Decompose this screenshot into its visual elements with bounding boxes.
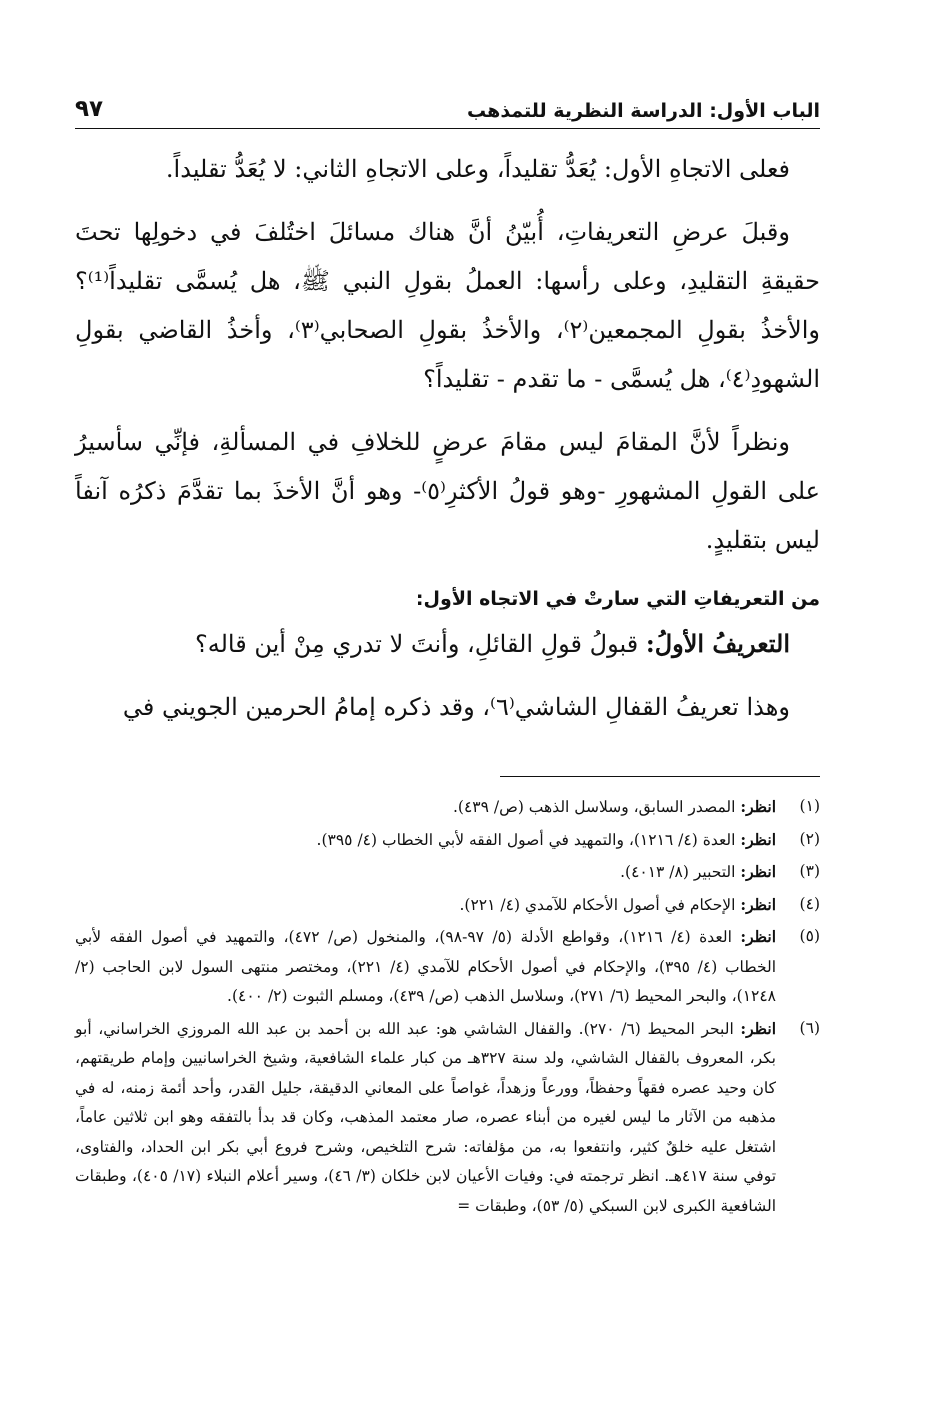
page-number: ٩٧ <box>75 96 104 122</box>
footnote-label: انظر: <box>740 1018 776 1038</box>
footnote-number: (٣) <box>799 862 820 880</box>
running-header <box>75 94 820 129</box>
footnote-number: (٤) <box>799 894 820 913</box>
footnote-label: انظر: <box>740 894 776 914</box>
footnote-5 <box>75 922 820 1012</box>
definition-label: التعريفُ الأولُ: <box>645 629 790 658</box>
footnote-separator <box>500 776 820 777</box>
footnote-text: التحبير (٨/ ٤٠١٣). <box>620 863 741 881</box>
footnote-number: (٢) <box>799 829 820 848</box>
paragraph-3: ونظراً لأنَّ المقامَ ليس مقامَ عرضٍ للخلافِ في المسألةِ، فإنِّي سأسيرُ على القولِ المشهورِ -وهو قولُ الأكثرِ⁽٥⁾- وهو أنَّ الأخذَ بما تقدَّمَ ذكرُه آنفاً ليس بتقليدٍ. <box>75 428 820 554</box>
footnote-text: المصدر السابق، وسلاسل الذهب (ص/ ٤٣٩). <box>452 798 741 816</box>
footnote-number: (٦) <box>799 1018 820 1037</box>
paragraph-2: وقبلَ عرضِ التعريفاتِ، أُبيّنُ أنَّ هناك مسائلَ اختُلفَ في دخولِها تحتَ حقيقةِ التقليدِ، وعلى رأسها: العملُ بقولِ النبي ﷺ، هل يُسمَّى تقليداً⁽¹⁾؟ والأخذُ بقولِ المجمعين⁽٢⁾، والأخذُ بقولِ الصحابي⁽٣⁾، وأخذُ القاضي بقولِ الشهودِ⁽٤⁾، هل يُسمَّى - ما تقدم - تقليداً؟ <box>75 218 820 393</box>
footnote-label: انظر: <box>740 927 776 946</box>
paragraph-1: فعلى الاتجاهِ الأول: يُعَدُّ تقليداً، وعلى الاتجاهِ الثاني: لا يُعَدُّ تقليداً. <box>165 155 790 183</box>
footnote-number: (١) <box>799 797 820 815</box>
footnotes <box>75 792 820 1223</box>
section-subheading: من التعريفاتِ التي سارتْ في الاتجاه الأول: <box>415 588 820 610</box>
paragraph-4: وهذا تعريفُ القفالِ الشاشي⁽٦⁾، وقد ذكره إمامُ الحرمين الجويني في <box>122 693 790 721</box>
footnote-text: الإحكام في أصول الأحكام للآمدي (٤/ ٢٢١). <box>459 895 741 914</box>
footnote-6 <box>75 1014 820 1222</box>
footnote-text: العدة (٤/ ١٢١٦)، والتمهيد في أصول الفقه لأبي الخطاب (٤/ ٣٩٥). <box>316 830 741 849</box>
footnote-label: انظر: <box>740 829 776 849</box>
footnote-number: (٥) <box>799 927 820 945</box>
footnote-4 <box>75 890 820 921</box>
footnote-label: انظر: <box>740 862 776 881</box>
footnote-label: انظر: <box>740 797 776 816</box>
footnote-1 <box>75 792 820 823</box>
definition-text: قبولُ قولِ القائلِ، وأنتَ لا تدري مِنْ أين قاله؟ <box>194 630 646 658</box>
footnote-text: العدة (٤/ ١٢١٦)، وقواطع الأدلة (٥/ ٩٧-٩٨)، والمنخول (ص/ ٤٧٢)، والتمهيد في أصول الفقه لأبي الخطاب (٤/ ٣٩٥)، والإحكام في أصول الأحكام للآمدي (٤/ ٢٢١)، ومختصر منتهى السول لابن الحاجب (٢/ ١٢٤٨)، والبحر المحيط (٦/ ٢٧١)، وسلاسل الذهب (ص/ ٤٣٩)، ومسلم الثبوت (٢/ ٤٠٠). <box>75 928 777 1005</box>
footnote-3 <box>75 857 820 888</box>
main-text <box>75 145 820 732</box>
footnote-2 <box>75 825 820 856</box>
footnote-text: البحر المحيط (٦/ ٢٧٠). والقفال الشاشي هو: عبد الله بن أحمد بن عبد الله المروزي الخراساني، أبو بكر، المعروف بالقفال الشاشي، ولد سنة ٣٢٧هـ من كبار علماء الشافعية، وشيخ الخراسانيين وإمام طريقتهم، كان وحيد عصره فقهاً وحفظاً، وورعاً وزهداً، غواصاً على المعاني الدقيقة، جليل القدر، وأحد أئمة زمنه، له في مذهبه من الآثار ما ليس لغيره من أبناء عصره، صار معتمد المذهب، وكان قد بدأ بالتفقه وهو ابن ثلاثين عاماً، اشتغل عليه خلقٌ كثير، وانتفعوا به، من مؤلفاته: شرح التلخيص، وشرح فروع أبي بكر ابن الحداد، والفتاوى، توفي سنة ٤١٧هـ. انظر ترجمته في: وفيات الأعيان لابن خلكان (٣/ ٤٦)، وسير أعلام النبلاء (١٧/ ٤٠٥)، وطبقات الشافعية الكبرى لابن السبكي (٥/ ٥٣)، وطبقات = <box>75 1019 777 1215</box>
definition-paragraph <box>75 619 820 669</box>
chapter-title: الباب الأول: الدراسة النظرية للتمذهب <box>467 100 820 122</box>
